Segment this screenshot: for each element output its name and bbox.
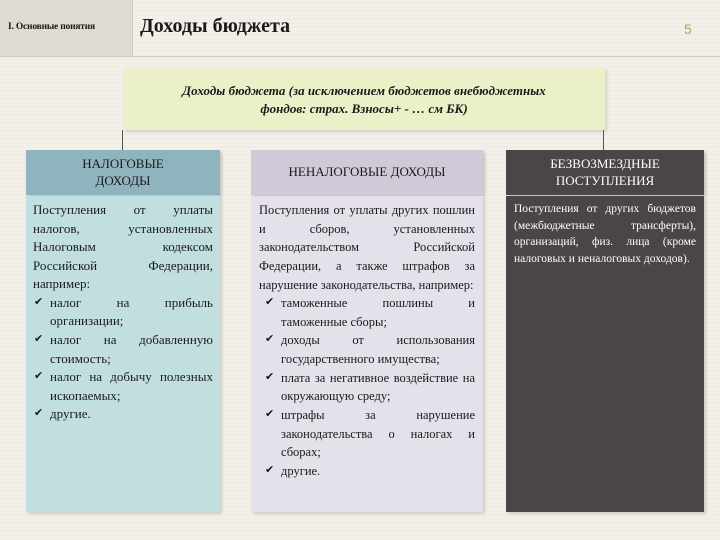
column-tax-revenue-header (26, 150, 220, 195)
column-tax-revenue-item: ✔ налог на добычу полезных ископаемых; (50, 368, 213, 405)
column-nontax-revenue-item: ✔ штрафы за нарушение законодательства о налогах и сборах; (281, 406, 475, 462)
column-nontax-revenue-item: ✔ плата за негативное воздействие на окружающую среду; (281, 369, 475, 406)
page-title: Доходы бюджета (140, 15, 291, 37)
section-label: I. Основные понятия (8, 22, 95, 32)
column-gratuitous-receipts-body (506, 196, 704, 512)
section-label-box (0, 0, 133, 57)
column-gratuitous-receipts-title-line-1: БЕЗВОЗМЕЗДНЫЕ (550, 155, 660, 171)
budget-revenue-line-1: Доходы бюджета (за исключением бюджетов внебюджетных (182, 83, 546, 98)
column-tax-revenue-item: ✔ другие. (50, 405, 213, 424)
connector-right (603, 130, 604, 150)
column-nontax-revenue-header (251, 150, 483, 195)
column-nontax-revenue-item: ✔ доходы от использования государственного имущества; (281, 331, 475, 368)
page-number: 5 (684, 21, 692, 37)
column-tax-revenue-title-line-2: ДОХОДЫ (95, 172, 151, 188)
column-tax-revenue-item: ✔ налог на добавленную стоимость; (50, 331, 213, 368)
column-tax-revenue-body (26, 196, 220, 512)
connector-left (122, 130, 123, 150)
budget-revenue-line-2: фондов: страх. Взносы+ - … см БК) (260, 101, 468, 117)
column-nontax-revenue-title: НЕНАЛОГОВЫЕ ДОХОДЫ (288, 164, 446, 180)
header-divider (133, 56, 720, 57)
column-gratuitous-receipts-intro: Поступления от других бюджетов (межбюджетные трансферты), организаций, физ. лица (кроме налоговых и неналоговых доходов). (514, 203, 696, 266)
column-nontax-revenue-intro: Поступления от уплаты других пошлин и сборов, установленных законодательством Российской Федерации, а также штрафов за нарушение законодательства, например: (259, 203, 475, 292)
column-tax-revenue-title-line-1: НАЛОГОВЫЕ (82, 155, 164, 171)
column-nontax-revenue-item: ✔ другие. (281, 462, 475, 481)
column-gratuitous-receipts-header (506, 150, 704, 195)
column-nontax-revenue-body (251, 196, 483, 512)
column-nontax-revenue-item: ✔ таможенные пошлины и таможенные сборы; (281, 294, 475, 331)
column-tax-revenue-intro: Поступления от уплаты налогов, установленных Налоговым кодексом Российской Федерации, например: (33, 202, 213, 292)
column-gratuitous-receipts-title-line-2: ПОСТУПЛЕНИЯ (555, 172, 655, 188)
budget-revenue-box (123, 68, 605, 130)
column-tax-revenue-item: ✔ налог на прибыль организации; (50, 294, 213, 331)
